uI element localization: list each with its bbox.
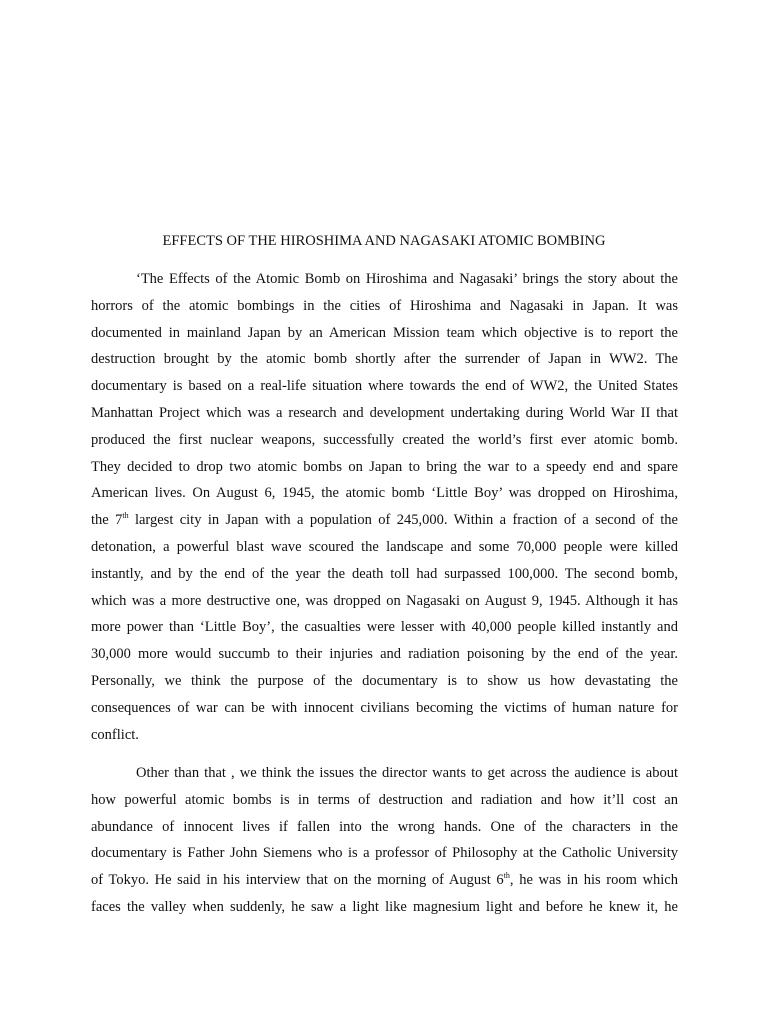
paragraph-2 — [91, 760, 678, 921]
text-line-with-superscript — [91, 867, 678, 894]
text-line: Other than that , we think the issues the director wants to get across the audience is about — [136, 765, 678, 781]
text-segment: largest city in Japan with a population of 245,000. Within a fraction of a second of the — [128, 512, 678, 529]
document-title: EFFECTS OF THE HIROSHIMA AND NAGASAKI ATOMIC BOMBING — [162, 233, 606, 249]
text-line: American lives. On August 6, 1945, the atomic bomb ‘Little Boy’ was dropped on Hiroshima, — [91, 485, 678, 502]
text-segment: of Tokyo. He said in his interview that on the morning of August 6 — [91, 872, 504, 889]
text-line: how powerful atomic bombs is in terms of destruction and radiation and how it’ll cost an — [91, 791, 678, 808]
text-line: destruction brought by the atomic bomb shortly after the surrender of Japan in WW2. The — [91, 351, 678, 368]
text-line: documented in mainland Japan by an American Mission team which objective is to report the — [91, 324, 678, 341]
text-line-with-superscript — [91, 507, 678, 534]
text-line: abundance of innocent lives if fallen into the wrong hands. One of the characters in the — [91, 818, 678, 835]
text-line: horrors of the atomic bombings in the cities of Hiroshima and Nagasaki in Japan. It was — [91, 297, 678, 314]
text-line: conflict. — [91, 726, 139, 743]
text-line: Manhattan Project which was a research and development undertaking during World War II that — [91, 404, 678, 421]
text-line: more power than ‘Little Boy’, the casualties were lesser with 40,000 people killed instantly and — [91, 619, 678, 636]
text-line: Personally, we think the purpose of the documentary is to show us how devastating the — [91, 672, 678, 689]
ordinal-superscript: th — [503, 871, 510, 881]
text-line: which was a more destructive one, was dropped on Nagasaki on August 9, 1945. Although it has — [91, 592, 678, 609]
text-line: instantly, and by the end of the year the death toll had surpassed 100,000. The second bomb, — [91, 565, 678, 582]
text-segment: the 7 — [91, 512, 123, 529]
text-line: detonation, a powerful blast wave scoured the landscape and some 70,000 people were killed — [91, 538, 678, 555]
text-line: ‘The Effects of the Atomic Bomb on Hiroshima and Nagasaki’ brings the story about the — [136, 271, 678, 287]
text-line: consequences of war can be with innocent civilians becoming the victims of human nature for — [91, 699, 678, 716]
text-line: They decided to drop two atomic bombs on Japan to bring the war to a speedy end and spare — [91, 458, 678, 475]
text-line: produced the first nuclear weapons, successfully created the world’s first ever atomic bomb. — [91, 431, 678, 448]
ordinal-superscript: th — [122, 511, 129, 521]
text-line: faces the valley when suddenly, he saw a light like magnesium light and before he knew it, he — [91, 898, 678, 915]
text-segment: , he was in his room which — [509, 872, 678, 889]
paragraph-1 — [91, 266, 678, 748]
text-line: 30,000 more would succumb to their injuries and radiation poisoning by the end of the year. — [91, 646, 678, 663]
text-line: documentary is based on a real-life situation where towards the end of WW2, the United States — [91, 378, 678, 395]
text-line: documentary is Father John Siemens who is a professor of Philosophy at the Catholic University — [91, 845, 678, 862]
